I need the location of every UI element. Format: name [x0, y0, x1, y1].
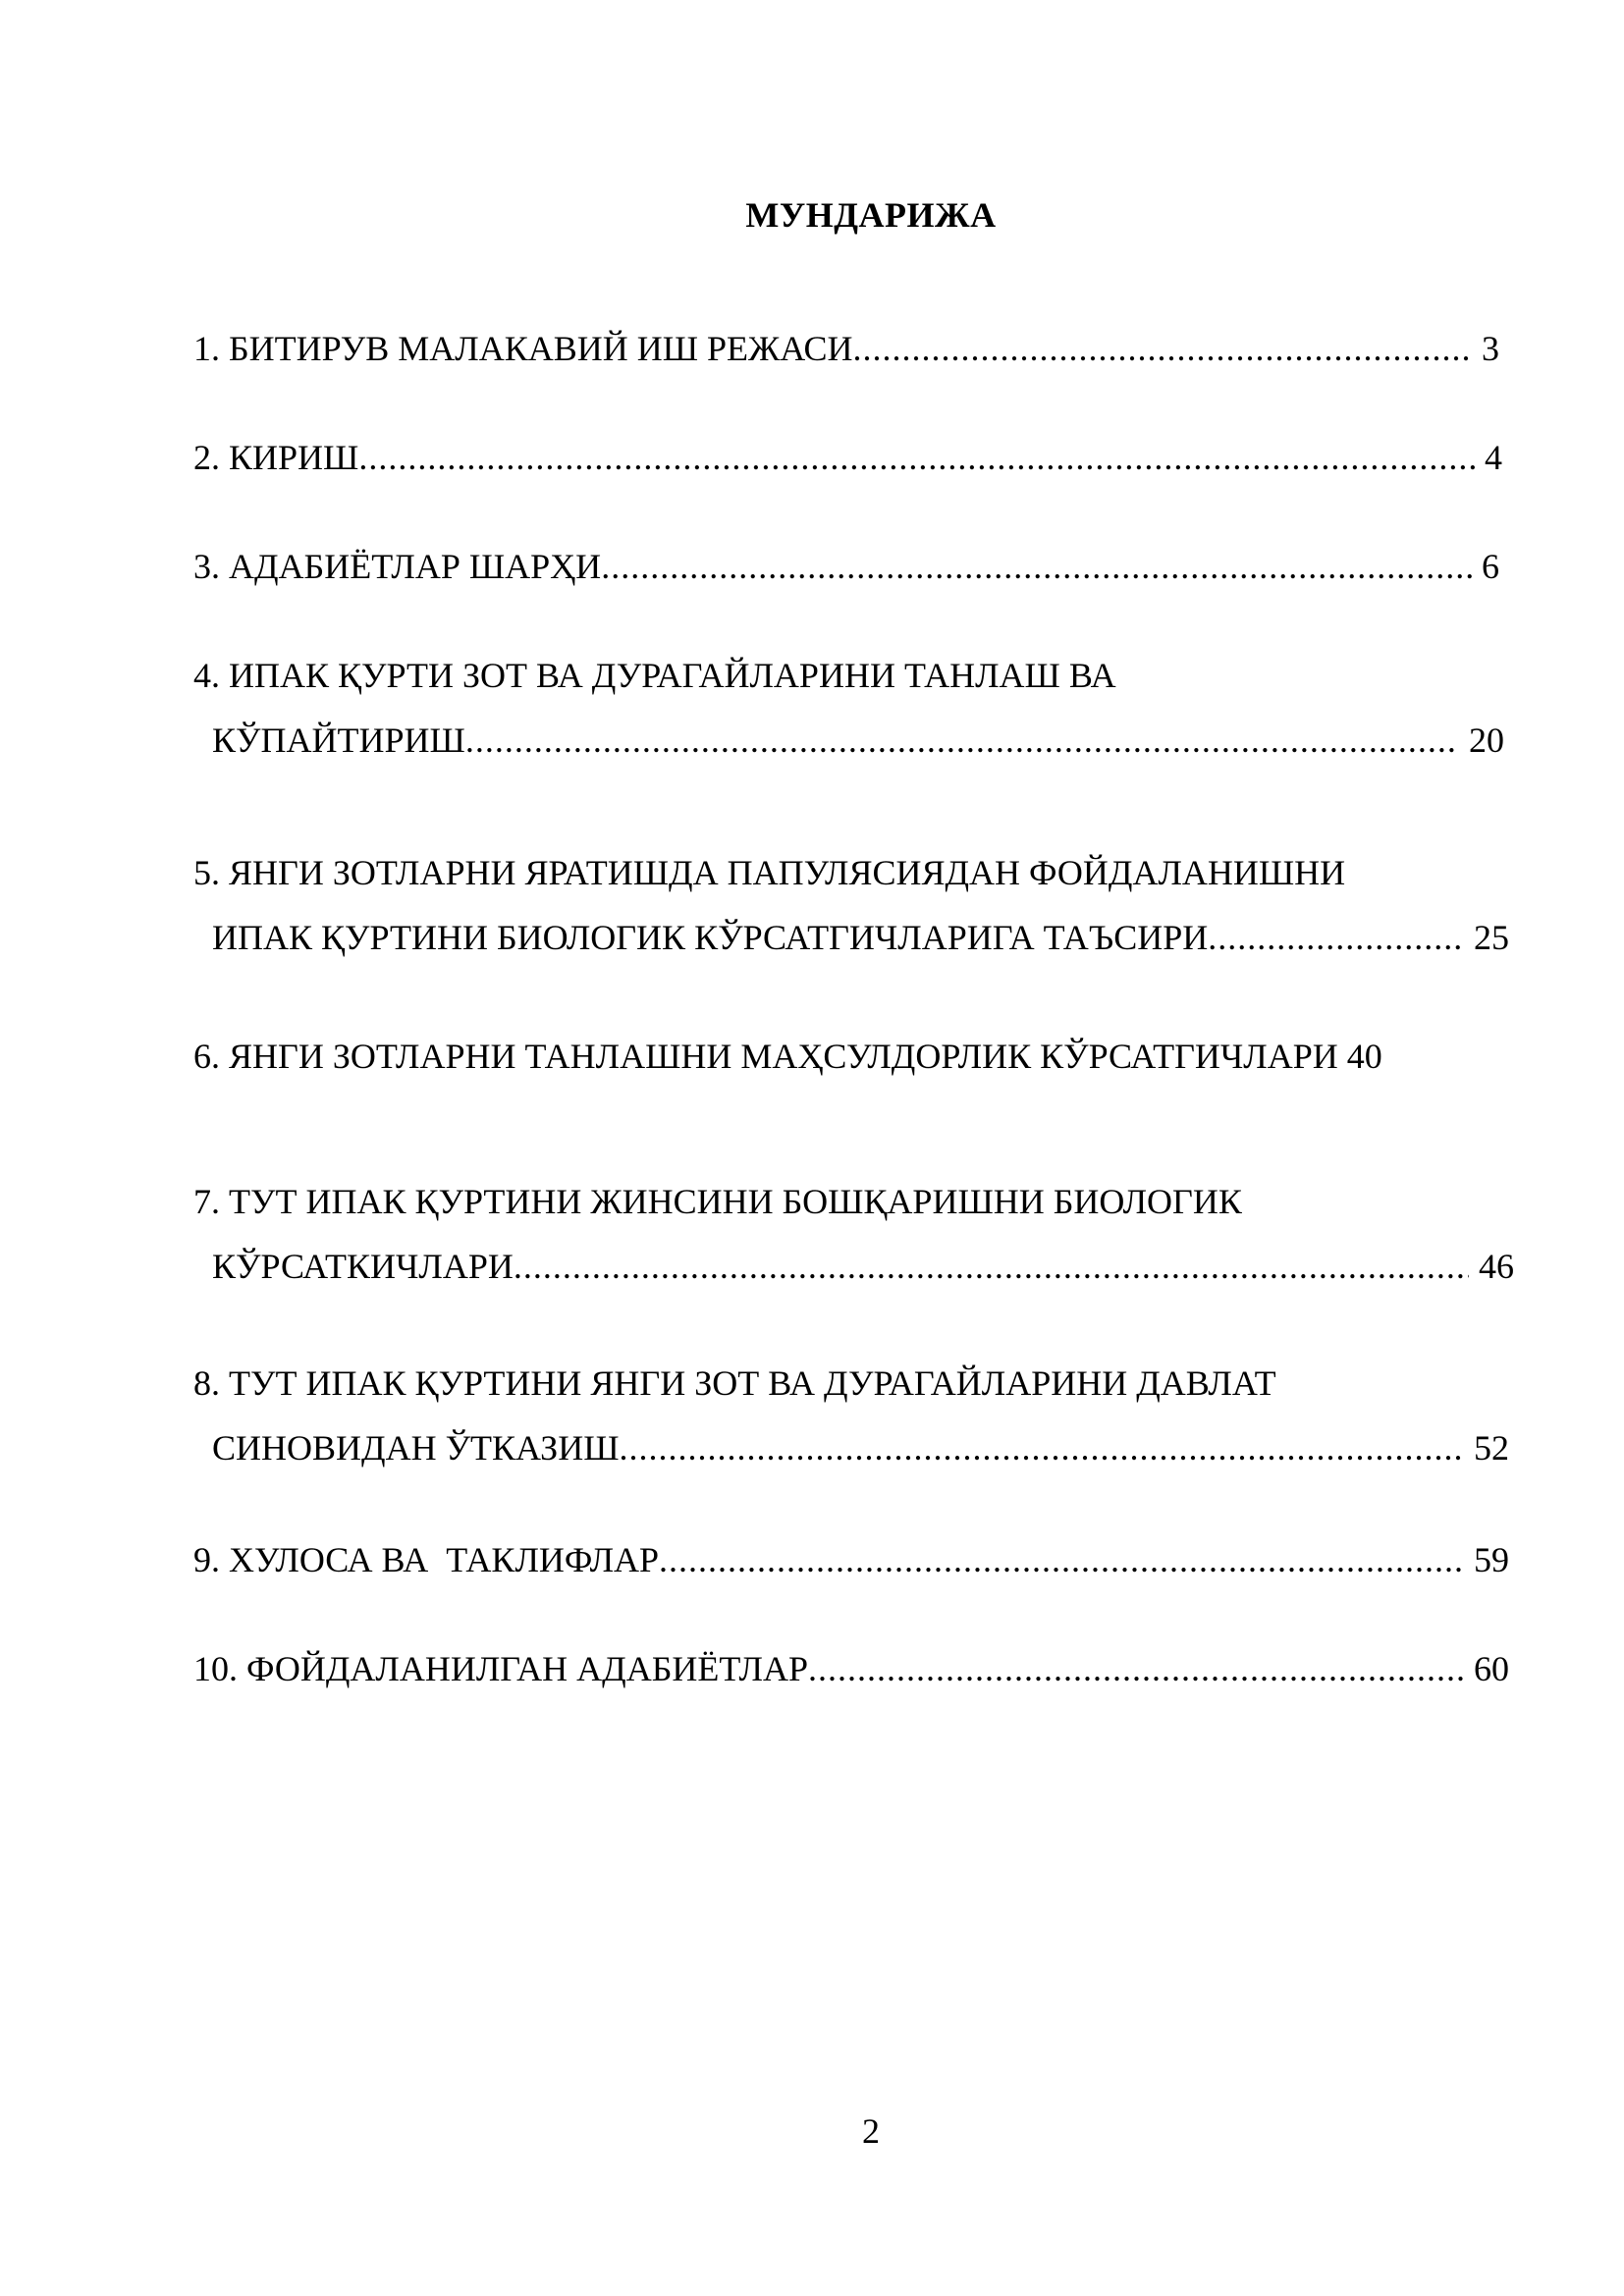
- toc-page-number: 59: [1474, 1540, 1509, 1579]
- toc-line: [193, 327, 1499, 370]
- toc-entry-title: 1. БИТИРУВ МАЛАКАВИЙ ИШ РЕЖАСИ: [193, 329, 853, 368]
- toc-entry-title: 9. ХУЛОСА ВА ТАКЛИФЛАР: [193, 1540, 660, 1579]
- leader-dots: [808, 1647, 1464, 1690]
- toc-line: [193, 1362, 1509, 1405]
- toc-line: [193, 719, 1504, 762]
- leader-dots: [601, 545, 1472, 588]
- toc-entry-3[interactable]: [193, 545, 1499, 588]
- leader-dots: [1208, 916, 1464, 959]
- toc-entry-5[interactable]: [193, 851, 1509, 959]
- toc-entry-title: КЎРСАТКИЧЛАРИ: [212, 1247, 514, 1286]
- toc-page-number: 3: [1482, 329, 1499, 368]
- toc-entry-title: 2. КИРИШ: [193, 438, 359, 477]
- toc-line: [193, 545, 1499, 588]
- toc-page-number: 6: [1482, 547, 1499, 586]
- leader-dots: [465, 719, 1459, 762]
- leader-dots: [853, 327, 1472, 370]
- page-footer-number: 2: [862, 2111, 880, 2151]
- toc-page-number: 46: [1479, 1247, 1514, 1286]
- toc-entry-4[interactable]: [193, 654, 1504, 762]
- page-title: МУНДАРИЖА: [745, 195, 997, 235]
- leader-dots: [620, 1426, 1464, 1469]
- toc-entry-9[interactable]: [193, 1538, 1509, 1581]
- toc-line: [193, 436, 1502, 479]
- toc-line: [193, 851, 1509, 894]
- toc-line: [193, 1426, 1509, 1469]
- toc-page-number: 52: [1474, 1428, 1509, 1468]
- toc-entry-title: 7. ТУТ ИПАК ҚУРТИНИ ЖИНСИНИ БОШҚАРИШНИ БИОЛОГИК: [193, 1182, 1242, 1221]
- toc-line: [193, 1538, 1509, 1581]
- toc-entry-1[interactable]: [193, 327, 1499, 370]
- toc-line: [193, 654, 1504, 697]
- toc-entry-title: КЎПАЙТИРИШ: [212, 721, 465, 760]
- leader-dots: [514, 1245, 1469, 1288]
- toc-entry-8[interactable]: [193, 1362, 1509, 1469]
- toc-entry-2[interactable]: [193, 436, 1502, 479]
- toc-entry-6[interactable]: [193, 1035, 1382, 1078]
- toc-entry-title: 10. ФОЙДАЛАНИЛГАН АДАБИЁТЛАР: [193, 1649, 808, 1688]
- toc-entry-10[interactable]: [193, 1647, 1509, 1690]
- toc-page-number: 4: [1485, 438, 1502, 477]
- toc-entry-title: 5. ЯНГИ ЗОТЛАРНИ ЯРАТИШДА ПАПУЛЯСИЯДАН ФОЙДАЛАНИШНИ: [193, 853, 1346, 892]
- toc-line: [193, 1647, 1509, 1690]
- toc-entry-title: 3. АДАБИЁТЛАР ШАРҲИ: [193, 547, 602, 586]
- toc-entry-title: 6. ЯНГИ ЗОТЛАРНИ ТАНЛАШНИ МАҲСУЛДОРЛИК КЎРСАТГИЧЛАРИ 40: [193, 1037, 1382, 1076]
- toc-entry-title: 8. ТУТ ИПАК ҚУРТИНИ ЯНГИ ЗОТ ВА ДУРАГАЙЛАРИНИ ДАВЛАТ: [193, 1363, 1276, 1403]
- toc-line: [193, 1035, 1382, 1078]
- leader-dots: [659, 1538, 1464, 1581]
- toc-page-number: 20: [1469, 721, 1504, 760]
- leader-dots: [358, 436, 1475, 479]
- toc-page-number: 60: [1474, 1649, 1509, 1688]
- toc-line: [193, 916, 1509, 959]
- toc-entry-title: ИПАК ҚУРТИНИ БИОЛОГИК КЎРСАТГИЧЛАРИГА ТАЪСИРИ: [212, 918, 1209, 957]
- toc-line: [193, 1245, 1514, 1288]
- toc-entry-7[interactable]: [193, 1180, 1514, 1288]
- toc-line: [193, 1180, 1514, 1223]
- toc-entry-title: 4. ИПАК ҚУРТИ ЗОТ ВА ДУРАГАЙЛАРИНИ ТАНЛАШ ВА: [193, 656, 1116, 695]
- toc-page-number: 25: [1474, 918, 1509, 957]
- toc-entry-title: СИНОВИДАН ЎТКАЗИШ: [212, 1428, 620, 1468]
